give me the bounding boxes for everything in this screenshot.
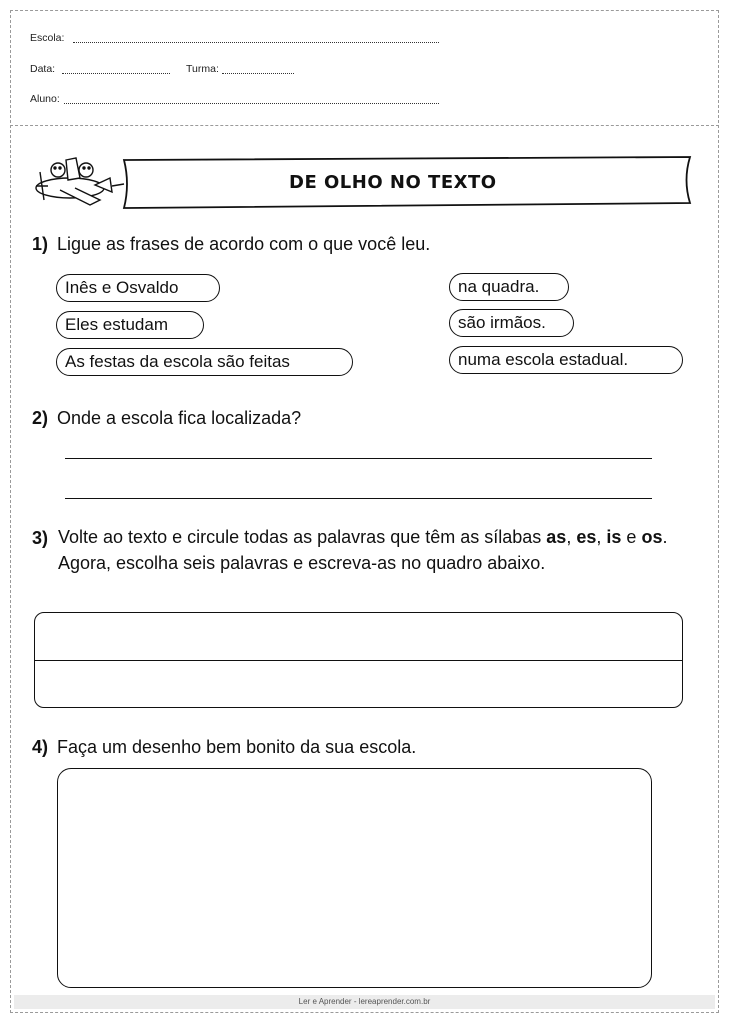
footer: Ler e Aprender - lereaprender.com.br [14,995,715,1009]
airplane-icon [36,158,112,205]
q1-right-item-1[interactable]: na quadra. [449,273,569,301]
answer-line-1[interactable] [65,458,652,459]
q3-text: Volte ao texto e circule todas as palavras que têm as sílabas as, es, is e os. Agora, escolha seis palavras e escreva-as no quadro abaixo. [58,527,668,573]
q1-right-item-3[interactable]: numa escola estadual. [449,346,683,374]
q4-number: 4) [32,737,49,757]
q3-box-divider [35,660,682,661]
banner-title: DE OLHO NO TEXTO [289,172,497,193]
q3-syllable-os: os [641,527,663,547]
q3-syllable-is: is [606,527,622,547]
q4-drawing-box[interactable] [57,768,652,988]
q3-answer-box[interactable] [34,612,683,708]
q1-left-item-3[interactable]: As festas da escola são feitas [56,348,353,376]
q1-text: Ligue as frases de acordo com o que você leu. [57,234,431,254]
banner-graphic [0,0,731,240]
q1-right-item-2[interactable]: são irmãos. [449,309,574,337]
escola-label: Escola: [30,32,65,44]
q3-syllable-as: as [546,527,567,547]
q1-left-item-2[interactable]: Eles estudam [56,311,204,339]
turma-label: Turma: [186,63,219,75]
q2-number: 2) [32,408,49,428]
q2-text: Onde a escola fica localizada? [57,408,302,428]
answer-line-2[interactable] [65,498,652,499]
q1-number: 1) [32,234,49,254]
q3-syllable-es: es [576,527,597,547]
q4-text: Faça um desenho bem bonito da sua escola. [57,737,417,757]
q1-left-item-1[interactable]: Inês e Osvaldo [56,274,220,302]
aluno-label: Aluno: [30,93,60,105]
data-label: Data: [30,63,56,75]
q3-number: 3) [32,528,49,548]
